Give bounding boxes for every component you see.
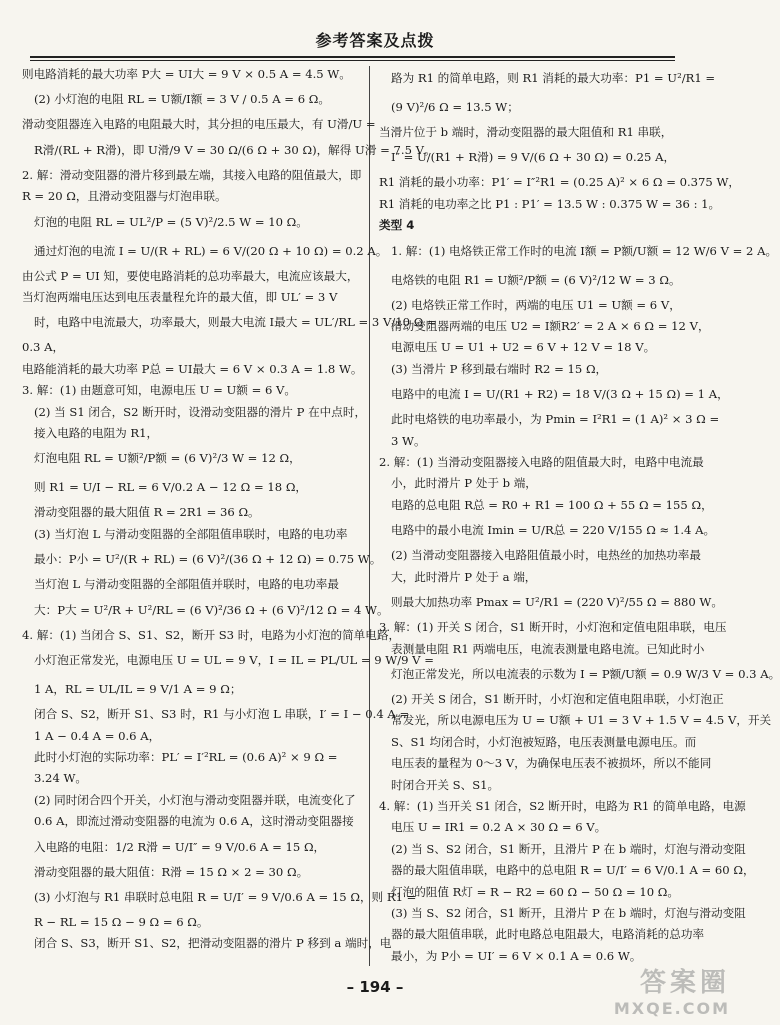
- text-line: 小，此时滑片 P 处于 b 端，: [391, 476, 537, 491]
- text-line: I″ = U/(R1 + R滑) = 9 V/(6 Ω + 30 Ω) = 0.25 A，: [391, 150, 676, 165]
- text-line: 大，此时滑片 P 处于 a 端，: [391, 569, 537, 584]
- text-line: 2. 解：滑动变阻器的滑片移到最左端，其接入电路的阻值最大，即: [22, 167, 362, 182]
- text-line: 则电路消耗的最大功率 P大 = UI大 = 9 V × 0.5 A = 4.5 W。: [22, 67, 351, 81]
- right-column: [379, 64, 780, 967]
- text-line: 接入电路的电阻为 R1，: [34, 426, 159, 441]
- text-line: 表测量电阻 R1 两端电压，电流表测量电路电流。已知此时小: [391, 641, 705, 656]
- text-line: 由公式 P = UI 知，要使电路消耗的总功率最大，电流应该最大，: [22, 268, 359, 283]
- text-line: 器的最大阻值串联，电路中的总电阻 R = U/I′ = 6 V/0.1 A = 60 Ω，: [391, 863, 755, 878]
- text-line: R − RL = 15 Ω − 9 Ω = 6 Ω。: [34, 914, 209, 929]
- column-divider: [369, 66, 370, 966]
- text-line: 0.6 A，即流过滑动变阻器的电流为 0.6 A，这时滑动变阻器接: [34, 814, 354, 829]
- text-line: 则 R1 = U/I − RL = 6 V/0.2 A − 12 Ω = 18 Ω，: [34, 480, 308, 495]
- text-line: 当滑片位于 b 端时，滑动变阻器的最大阻值和 R1 串联，: [379, 125, 673, 139]
- text-line: (2) 小灯泡的电阻 RL = U额/I额 = 3 V / 0.5 A = 6 Ω。: [34, 92, 330, 107]
- text-line: 小灯泡正常发光，电源电压 U = UL = 9 V，I = IL = PL/UL = 9 W/9 V =: [34, 653, 434, 668]
- text-line: 灯泡的阻值 R灯 = R − R2 = 60 Ω − 50 Ω = 10 Ω。: [391, 884, 679, 899]
- text-line: 最小，为 P小 = UI′ = 6 V × 0.1 A = 0.6 W。: [391, 948, 642, 963]
- text-line: 灯泡电阻 RL = U额²/P额 = (6 V)²/3 W = 12 Ω，: [34, 451, 301, 466]
- header-rule-thin: [30, 60, 675, 61]
- page-header-title: 参考答案及点拨: [315, 31, 435, 50]
- text-line: (3) 当滑片 P 移到最右端时 R2 = 15 Ω，: [391, 361, 608, 376]
- watermark-text-bottom: MXQE.COM: [613, 999, 730, 1018]
- text-line: 灯泡正常发光，所以电流表的示数为 I = P额/U额 = 0.9 W/3 V = 0.3 A。: [391, 666, 780, 681]
- page-number: – 194 –: [346, 978, 404, 996]
- text-line: 电压 U = IR1 = 0.2 A × 30 Ω = 6 V。: [391, 820, 607, 835]
- text-line: 则最大加热功率 Pmax = U²/R1 = (220 V)²/55 Ω = 880 W。: [391, 595, 723, 610]
- text-line: 电源电压 U = U1 + U2 = 6 V + 12 V = 18 V。: [391, 340, 656, 355]
- text-line: (3) 当灯泡 L 与滑动变阻器的全部阻值串联时，电路的电功率: [34, 526, 348, 541]
- text-line: (2) 开关 S 闭合，S1 断开时，小灯泡和定值电阻串联，小灯泡正: [391, 691, 724, 706]
- text-line: 路为 R1 的简单电路，则 R1 消耗的最大功率：P1 = U²/R1 =: [391, 71, 716, 85]
- text-line: 电烙铁的电阻 R1 = U额²/P额 = (6 V)²/12 W = 3 Ω。: [391, 272, 681, 287]
- text-line: 3 W。: [391, 433, 426, 448]
- text-line: 入电路的电阻：1/2 R滑 = U/I″ = 9 V/0.6 A = 15 Ω，: [34, 839, 326, 854]
- text-line: (9 V)²/6 Ω = 13.5 W；: [391, 100, 519, 114]
- watermark-logo: [580, 962, 730, 1020]
- text-line: 滑动变阻器的最大阻值 R = 2R1 = 36 Ω。: [34, 505, 260, 520]
- text-line: 电路的总电阻 R总 = R0 + R1 = 100 Ω + 55 Ω = 155 Ω，: [391, 497, 713, 512]
- text-line: (2) 当滑动变阻器接入电路阻值最小时，电热丝的加热功率最: [391, 548, 701, 563]
- text-line: 滑动变阻器连入电路的电阻最大时，其分担的电压最大，有 U滑/U =: [22, 117, 376, 132]
- text-line: 1. 解：(1) 电烙铁正常工作时的电流 I额 = P额/U额 = 12 W/6 V = 2 A。: [391, 243, 778, 258]
- text-line: 当灯泡两端电压达到电压表量程允许的最大值，即 UL′ = 3 V: [22, 290, 338, 305]
- text-line: 4. 解：(1) 当开关 S1 闭合，S2 断开时，电路为 R1 的简单电路，电源: [379, 798, 746, 813]
- text-line: (2) 当 S1 闭合，S2 断开时，设滑动变阻器的滑片 P 在中点时，: [34, 404, 367, 419]
- text-line: R = 20 Ω，且滑动变阻器与灯泡串联。: [22, 189, 227, 204]
- text-line: 此时小灯泡的实际功率：PL′ = I′²RL = (0.6 A)² × 9 Ω =: [34, 749, 338, 764]
- text-line: 3. 解：(1) 开关 S 闭合，S1 断开时，小灯泡和定值电阻串联，电压: [379, 620, 727, 635]
- text-line: 闭合 S、S3，断开 S1、S2，把滑动变阻器的滑片 P 移到 a 端时，电: [34, 936, 392, 951]
- text-line: 常发光，所以电源电压为 U = U额 + U1 = 3 V + 1.5 V = 4.5 V，开关: [391, 713, 772, 728]
- watermark-text-top: 答案圈: [639, 968, 730, 998]
- text-line: 3. 解：(1) 由题意可知，电源电压 U = U额 = 6 V。: [22, 383, 296, 398]
- text-line: S、S1 均闭合时，小灯泡被短路，电压表测量电源电压。而: [391, 734, 697, 749]
- text-line: R1 消耗的最小功率：P1′ = I″²R1 = (0.25 A)² × 6 Ω = 0.375 W，: [379, 175, 740, 190]
- text-line: 1 A，RL = UL/IL = 9 V/1 A = 9 Ω；: [34, 682, 242, 697]
- header-rule-thick: [30, 56, 675, 58]
- text-line: R滑/(RL + R滑)，即 U滑/9 V = 30 Ω/(6 Ω + 30 Ω)，解得 U滑 = 7.5 V。: [34, 142, 436, 157]
- text-line: 器的最大阻值串联，此时电路总电阻最大，电路消耗的总功率: [391, 927, 705, 942]
- text-line: 4. 解：(1) 当闭合 S、S1、S2，断开 S3 时，电路为小灯泡的简单电路，: [22, 627, 401, 642]
- text-line: 电路中的最小电流 Imin = U/R总 = 220 V/155 Ω ≈ 1.4 A。: [391, 523, 716, 538]
- text-line: 2. 解：(1) 当滑动变阻器接入电路的阻值最大时，电路中电流最: [379, 455, 704, 470]
- section-heading: 类型 4: [379, 218, 415, 233]
- text-line: 大：P大 = U²/R + U²/RL = (6 V)²/36 Ω + (6 V)²/12 Ω = 4 W。: [34, 602, 389, 617]
- text-line: 电路中的电流 I = U/(R1 + R2) = 18 V/(3 Ω + 15 Ω) = 1 A，: [391, 387, 729, 402]
- text-line: 电压表的量程为 0～3 V，为确保电压表不被损坏，所以不能同: [391, 756, 712, 771]
- text-line: (3) 当 S、S2 闭合，S1 断开，且滑片 P 在 b 端时，灯泡与滑动变阻: [391, 905, 746, 920]
- text-line: R1 消耗的电功率之比 P1 : P1′ = 13.5 W : 0.375 W = 36 : 1。: [379, 196, 721, 211]
- text-line: 0.3 A，: [22, 340, 65, 355]
- text-line: 电路能消耗的最大功率 P总 = UI最大 = 6 V × 0.3 A = 1.8 W。: [22, 361, 363, 376]
- text-line: 时，电路中电流最大，功率最大，则最大电流 I最大 = UL′/RL = 3 V/10 Ω =: [34, 315, 437, 330]
- text-line: 滑动变阻器的最大阻值：R滑 = 15 Ω × 2 = 30 Ω。: [34, 864, 309, 879]
- text-line: (3) 小灯泡与 R1 串联时总电阻 R = U/I′ = 9 V/0.6 A = 15 Ω，则 R1 =: [34, 889, 417, 904]
- text-line: 闭合 S、S2，断开 S1、S3 时，R1 与小灯泡 L 串联，I′ = I − 0.4 A =: [34, 707, 410, 722]
- text-line: 当灯泡 L 与滑动变阻器的全部阻值并联时，电路的电功率最: [34, 577, 339, 592]
- text-line: (2) 当 S、S2 闭合，S1 断开，且滑片 P 在 b 端时，灯泡与滑动变阻: [391, 841, 746, 856]
- text-line: 此时电烙铁的电功率最小，为 Pmin = I²R1 = (1 A)² × 3 Ω =: [391, 412, 720, 427]
- text-line: 3.24 W。: [34, 771, 88, 786]
- text-line: (2) 同时闭合四个开关，小灯泡与滑动变阻器并联，电流变化了: [34, 792, 356, 807]
- text-line: 灯泡的电阻 RL = UL²/P = (5 V)²/2.5 W = 10 Ω。: [34, 214, 308, 229]
- text-line: 时闭合开关 S、S1。: [391, 777, 500, 792]
- text-line: 滑动变阻器两端的电压 U2 = I额R2′ = 2 A × 6 Ω = 12 V，: [391, 319, 710, 334]
- text-line: 1 A − 0.4 A = 0.6 A，: [34, 728, 161, 743]
- text-line: 最小：P小 = U²/(R + RL) = (6 V)²/(36 Ω + 12 Ω) = 0.75 W。: [34, 552, 382, 567]
- text-line: 通过灯泡的电流 I = U/(R + RL) = 6 V/(20 Ω + 10 Ω) = 0.2 A。: [34, 243, 388, 258]
- text-line: (2) 电烙铁正常工作时，两端的电压 U1 = U额 = 6 V，: [391, 297, 681, 312]
